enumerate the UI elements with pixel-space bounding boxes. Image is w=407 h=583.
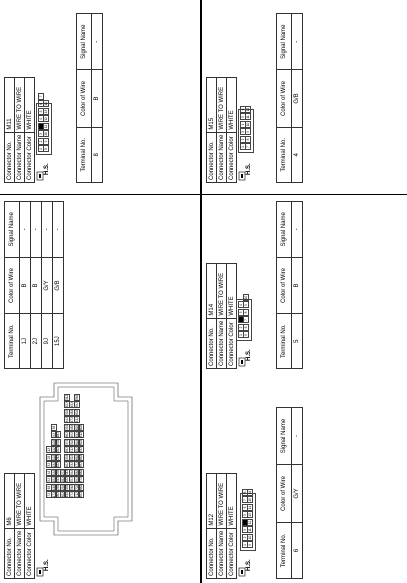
pin-cell: 14 <box>247 505 252 510</box>
pin-cell: 14 <box>43 102 48 106</box>
terminal-cell: 15J <box>53 314 64 369</box>
pin-cell: 36J <box>65 432 70 438</box>
hs-label: H.S. <box>246 349 252 361</box>
pin-cell: 89J <box>79 492 84 498</box>
connector-info-m14 <box>206 263 237 369</box>
pin-cell: 6 <box>240 106 246 113</box>
pin-cell: 2 <box>242 534 248 541</box>
signal-cell: - <box>292 408 303 465</box>
pin-cell: 86J <box>79 469 84 475</box>
hs-icon <box>36 557 54 577</box>
pin-cell: 10 <box>43 132 48 136</box>
connector-no-value: M6 <box>5 473 15 528</box>
terminal-header: Terminal No. <box>277 127 292 182</box>
pin-cell: 56J <box>69 484 74 490</box>
signal-cell: - <box>53 202 64 258</box>
pin-cell: 12J <box>51 454 56 460</box>
connector-no-label: Connector No. <box>207 528 217 578</box>
pin-cell: 3 <box>242 527 248 534</box>
pin-cell: 17J <box>51 492 56 498</box>
pin-cell: 48J <box>69 424 74 430</box>
terminal-cell: 4 <box>292 127 303 182</box>
pin-cell: 15 <box>247 498 252 502</box>
m14-pin-rows <box>238 294 247 339</box>
signal-table-m12 <box>276 407 303 579</box>
pin-cell: 13 <box>247 513 252 517</box>
connector-name-label: Connector Name <box>217 132 227 182</box>
pin-cell: 49J <box>69 432 74 438</box>
pin-cell: 46J <box>69 409 74 415</box>
connector-color-label: Connector Color <box>25 528 35 578</box>
pin-cell: 14J <box>51 469 56 475</box>
table-row <box>42 202 53 369</box>
signal-header: Signal Name <box>5 202 20 258</box>
pin-cell: 32J <box>65 402 70 408</box>
pin-cell: 82J <box>79 439 84 445</box>
table-row <box>31 202 42 369</box>
pin-cell: 11J <box>51 447 56 453</box>
pin-cell: 11 <box>43 124 48 129</box>
pin-cell: 10 <box>247 535 252 540</box>
pin-cell: 85J <box>79 462 84 468</box>
connector-color-label: Connector Color <box>227 132 237 182</box>
pin-cell: 88J <box>79 484 84 490</box>
connector-no-label: Connector No. <box>5 132 15 182</box>
pin-cell: 11 <box>247 528 252 532</box>
connector-color-value: WHITE <box>227 77 237 132</box>
pin-cell: 4 <box>240 121 246 128</box>
pin-cell: 62J <box>74 424 79 430</box>
connector-info-m15 <box>206 77 237 183</box>
table-row <box>292 408 303 579</box>
pin-cell: 8 <box>43 146 49 153</box>
table-row <box>292 202 303 369</box>
pin-cell: 84J <box>79 454 84 460</box>
signal-cell: - <box>31 202 42 258</box>
pin-cell: 6 <box>38 101 44 108</box>
wire-color-header: Color of Wire <box>277 70 292 127</box>
pin-cell: 8 <box>243 309 249 316</box>
terminal-cell: 5 <box>292 314 303 369</box>
pin-cell: 52J <box>69 454 74 460</box>
connector-color-value: WHITE <box>25 77 35 132</box>
pin-cell: 9 <box>247 542 253 549</box>
terminal-cell: 9J <box>42 314 53 369</box>
pin-cell: 50J <box>69 439 74 445</box>
wire-cell: B <box>31 257 42 314</box>
signal-cell: - <box>92 14 103 70</box>
terminal-header: Terminal No. <box>5 314 20 369</box>
connector-name-label: Connector Name <box>217 318 227 368</box>
pin-cell: 25J <box>56 484 61 490</box>
pin-cell: 4 <box>38 116 44 123</box>
table-row <box>20 202 31 369</box>
pin-cell: 65J <box>74 447 79 453</box>
pin-cell: 16 <box>247 490 252 495</box>
pin-cell: 60J <box>74 409 79 415</box>
pin-cell: 4J <box>47 470 51 475</box>
connector-no-value: M15 <box>207 77 217 132</box>
pin-cell: 15J <box>51 477 56 483</box>
pin-cell: 43J <box>65 484 70 490</box>
pin-cell: 1J <box>47 448 51 452</box>
connector-no-value: M12 <box>207 473 217 528</box>
pin-cell: 9 <box>43 138 49 145</box>
pin-cell: 7 <box>38 93 44 100</box>
signal-table-m11 <box>76 13 103 183</box>
pin-cell: 47J <box>69 417 74 423</box>
pin-cell: 34J <box>65 417 70 423</box>
connector-color-label: Connector Color <box>227 318 237 368</box>
hs-icon <box>238 161 256 181</box>
pin-cell: 31J <box>65 394 70 400</box>
terminal-cell: 2J <box>31 314 42 369</box>
m15-pin-rows <box>240 106 249 151</box>
m12-pin-rows <box>242 489 251 549</box>
pin-cell: 20J <box>56 447 61 453</box>
connector-color-label: Connector Color <box>227 528 237 578</box>
hs-label: H.S. <box>44 559 50 571</box>
pin-cell: 2 <box>238 324 244 331</box>
connector-no-value: M11 <box>5 77 15 132</box>
pin-cell: 40J <box>65 462 70 468</box>
connector-name-label: Connector Name <box>217 528 227 578</box>
pin-cell: 7 <box>245 144 251 151</box>
pin-cell: 59J <box>74 402 79 408</box>
connector-name-value: WIRE TO WIRE <box>217 473 227 528</box>
terminal-header: Terminal No. <box>77 127 92 182</box>
pin-row <box>247 489 252 549</box>
pin-cell: 16J <box>51 484 56 490</box>
hs-icon <box>238 557 256 577</box>
pin-cell: 5 <box>243 332 249 339</box>
pin-row <box>243 294 248 339</box>
pin-cell: 81J <box>79 432 84 438</box>
wire-cell: B <box>292 257 303 314</box>
pin-cell: 37J <box>65 439 70 445</box>
pin-cell: 2 <box>240 136 246 143</box>
terminal-header: Terminal No. <box>277 314 292 369</box>
connector-no-label: Connector No. <box>5 528 15 578</box>
connector-no-value: M14 <box>207 263 217 318</box>
pin-cell: 21J <box>56 454 61 460</box>
connector-info-m6 <box>4 473 35 579</box>
pin-cell: 3 <box>240 129 246 136</box>
signal-cell: - <box>42 202 53 258</box>
pin-cell: 3 <box>38 131 44 138</box>
pin-cell: 4 <box>238 302 244 309</box>
pin-cell: 22J <box>56 462 61 468</box>
connector-color-value: WHITE <box>227 263 237 318</box>
signal-cell: - <box>292 202 303 258</box>
pin-cell: 8 <box>245 136 251 143</box>
pin-cell: 11 <box>245 115 250 119</box>
pin-cell: 12 <box>245 107 250 112</box>
pin-cell: 6J <box>47 485 51 490</box>
pin-cell: 33J <box>65 409 70 415</box>
section-divider <box>200 0 202 583</box>
terminal-cell: 8 <box>92 127 103 182</box>
wire-cell: G/B <box>292 70 303 127</box>
pin-cell: 24J <box>56 477 61 483</box>
connector-info-m11 <box>4 77 35 183</box>
pin-cell: 5 <box>240 114 246 121</box>
pin-cell: 9J <box>51 433 56 437</box>
pin-cell: 27J <box>60 469 65 475</box>
pin-cell: 8J <box>51 425 56 430</box>
pin-cell: 67J <box>74 462 79 468</box>
pin-cell: 35J <box>65 424 70 430</box>
terminal-cell: 6 <box>292 522 303 578</box>
pin-cell: 5 <box>38 108 44 115</box>
pin-cell: 13J <box>51 462 56 468</box>
wire-cell: G/Y <box>42 257 53 314</box>
pin-cell: 71J <box>74 492 79 498</box>
pin-cell: 51J <box>69 447 74 453</box>
pin-cell: 3J <box>47 463 51 467</box>
connector-no-label: Connector No. <box>207 318 217 368</box>
pin-cell: 9 <box>243 302 249 309</box>
terminal-cell: 1J <box>20 314 31 369</box>
pin-cell: 8 <box>242 489 248 496</box>
pin-cell: 10J <box>51 439 56 445</box>
terminal-header: Terminal No. <box>277 522 292 578</box>
pin-cell: 19J <box>56 439 61 445</box>
pin-cell: 64J <box>74 439 79 445</box>
hs-icon <box>36 161 54 181</box>
pin-row <box>43 93 48 153</box>
hs-label: H.S. <box>246 163 252 175</box>
pin-cell: 63J <box>74 432 79 438</box>
pin-cell: 57J <box>69 492 74 498</box>
pin-cell: 44J <box>65 492 70 498</box>
pin-cell: 55J <box>69 477 74 483</box>
signal-header: Signal Name <box>277 408 292 465</box>
pin-cell: 38J <box>65 447 70 453</box>
pin-cell: 13 <box>43 109 48 114</box>
connector-color-value: WHITE <box>227 473 237 528</box>
wire-color-header: Color of Wire <box>277 465 292 523</box>
m11-pin-rows <box>38 93 47 153</box>
pin-cell: 10 <box>245 122 250 127</box>
pin-cell: 18J <box>56 432 61 438</box>
connector-name-value: WIRE TO WIRE <box>217 77 227 132</box>
pin-cell: 5 <box>242 512 248 519</box>
pin-cell: 7 <box>243 317 249 324</box>
connector-color-value: WHITE <box>25 473 35 528</box>
pin-cell: 69J <box>74 477 79 483</box>
pin-cell: 28J <box>60 477 65 483</box>
connector-name-value: WIRE TO WIRE <box>15 473 25 528</box>
pin-cell: 1 <box>240 144 246 151</box>
pin-cell: 7 <box>242 497 248 504</box>
pin-cell: 26J <box>56 492 61 498</box>
wire-color-header: Color of Wire <box>277 257 292 314</box>
signal-cell: - <box>20 202 31 258</box>
signal-table-m6 <box>4 201 64 369</box>
pin-cell: 2 <box>38 138 44 145</box>
pin-cell: 80J <box>79 424 84 430</box>
m6-pin-rows <box>46 394 83 499</box>
wire-cell: B <box>20 257 31 314</box>
pin-cell: 2J <box>47 455 51 460</box>
wire-cell: G/B <box>53 257 64 314</box>
hs-label: H.S. <box>246 559 252 571</box>
pin-cell: 70J <box>74 484 79 490</box>
signal-cell: - <box>292 14 303 70</box>
pin-cell: 58J <box>74 394 79 400</box>
pin-cell: 5J <box>47 478 51 482</box>
pin-cell: 6 <box>242 504 248 511</box>
pin-cell: 29J <box>60 484 65 490</box>
hs-icon <box>238 347 256 367</box>
pin-cell: 7J <box>47 493 51 497</box>
pin-cell: 1 <box>238 332 244 339</box>
connector-name-value: WIRE TO WIRE <box>15 77 25 132</box>
pin-cell: 10 <box>243 295 248 300</box>
pin-cell: 53J <box>69 462 74 468</box>
pin-cell: 54J <box>69 469 74 475</box>
pin-cell: 42J <box>65 477 70 483</box>
signal-header: Signal Name <box>77 14 92 70</box>
table-row <box>92 14 103 183</box>
pin-cell: 45J <box>69 402 74 408</box>
wire-color-header: Color of Wire <box>5 257 20 314</box>
table-row <box>292 14 303 183</box>
pin-cell: 3 <box>238 309 244 316</box>
pin-cell: 12 <box>247 520 252 525</box>
signal-header: Signal Name <box>277 202 292 258</box>
pin-cell: 12 <box>43 117 48 121</box>
connector-color-label: Connector Color <box>25 132 35 182</box>
hs-label: H.S. <box>44 163 50 175</box>
pin-row <box>245 106 250 151</box>
signal-header: Signal Name <box>277 14 292 70</box>
pin-cell: 66J <box>74 454 79 460</box>
wire-color-header: Color of Wire <box>77 70 92 127</box>
pin-cell: 1 <box>38 146 44 153</box>
pin-cell: 30J <box>60 492 65 498</box>
wire-cell: G/Y <box>292 465 303 523</box>
signal-table-m15 <box>276 13 303 183</box>
connector-name-label: Connector Name <box>15 528 25 578</box>
pin-cell: 9 <box>245 129 251 136</box>
signal-table-m14 <box>276 201 303 369</box>
pin-cell: 1 <box>242 542 248 549</box>
pin-cell: 23J <box>56 469 61 475</box>
wire-cell: B <box>92 70 103 127</box>
connector-name-label: Connector Name <box>15 132 25 182</box>
pin-cell: 68J <box>74 469 79 475</box>
connector-no-label: Connector No. <box>207 132 217 182</box>
pin-cell: 61J <box>74 417 79 423</box>
column-divider <box>0 194 407 195</box>
pin-cell: 6 <box>243 324 249 331</box>
pin-cell: 41J <box>65 469 70 475</box>
connector-info-m12 <box>206 473 237 579</box>
pin-cell: 39J <box>65 454 70 460</box>
pin-cell: 83J <box>79 447 84 453</box>
table-row <box>53 202 64 369</box>
pin-cell: 87J <box>79 477 84 483</box>
connector-name-value: WIRE TO WIRE <box>217 263 227 318</box>
